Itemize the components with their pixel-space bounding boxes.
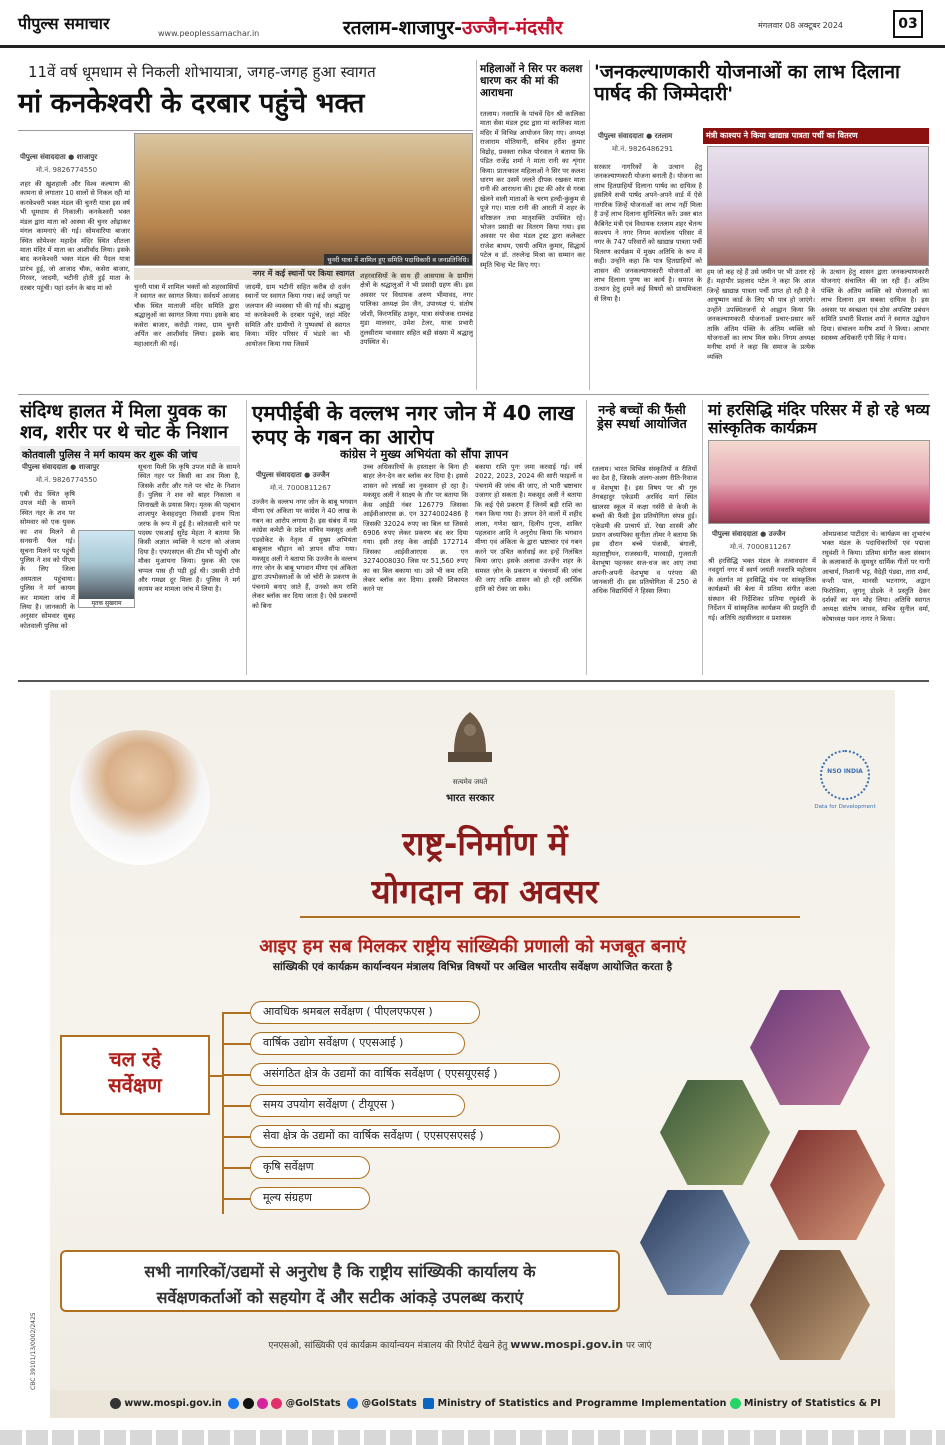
- story3-col3: के उत्थान हेतु शासन द्वारा जनकल्याणकारी योजनाएं संचालित की जा रही हैं। अंतिम पंक्ति के अंतिम व्यक्ति को योजनाओं का लाभ दिलाना हम सबका दायित्व है। इस अवसर पर स्वच्छता एवं ठोस अपशिष्ट प्रबंधन समिति प्रभारी विशाल शर्मा ने स्वागत उद्बोधन दिया। संचालन मनीष शर्मा ने किया। आभार स्वास्थ्य अधिकारी एपी सिंह ने माना।: [821, 268, 929, 342]
- ongoing-label-line1: चल रहे: [108, 1047, 162, 1071]
- connector-line: [222, 1012, 250, 1014]
- story1-kicker: 11वें वर्ष धूमधाम से निकली शोभायात्रा, जगह-जगह हुआ स्वागत: [28, 63, 376, 81]
- story2-body: रतलाम। नवरात्रि के पांचवें दिन श्री कालिका माता सेवा मंडल ट्रस्ट द्वारा मां कालिका माता मंदिर में विभिन्न आयोजन किए गए। अध्यक्ष राजाराम मोतियानी, सचिव हरीश कुमार विद्रोह, प्रवक्ता राकेश पोरवाल ने बताया कि पंडित राजेंद्र शर्मा ने माता रानी का शृंगार किया। प्रातःकाल महिलाओं ने सिर पर कलश धारण कर उसमें जलते दीपक रखकर माता रानी की आराधना की। ट्रस्ट की ओर से गरबा खेलने वाली माताओं के चरण हल्दी-कुंकुम से पूजे गए। माता रानी की आरती में शहर के वरिष्ठजन तथा मातृशक्ति उपस्थित रहे। भोजन प्रसादी का वितरण किया गया। इस अवसर पर सेवा मंडल ट्रस्ट द्वारा कलेक्टर राजेश बाथम, एसपी अमित कुमार, सिद्धार्थ पटेल व डॉ. तरुलेन्द्र मिश्रा का सम्मान कर स्मृति चिन्ह भेंट किए गए।: [480, 110, 585, 269]
- ad-code: CBC 39101/13/0002/2425: [30, 1312, 37, 1390]
- story1-byline: पीपुल्स संवाददाता ● शाजापुर: [20, 153, 98, 161]
- footer-links: [110, 1398, 881, 1409]
- survey-item-asi: वार्षिक उद्योग सर्वेक्षण ( एएसआई ): [250, 1032, 465, 1055]
- story4-mobile: मो.नं. 9826774550: [36, 476, 98, 484]
- story1-col3: जादमी, ग्राम भटीनी सहित करीब दो दर्जन स्थानों पर स्वागत किया गया। कई जगहों पर जलपान की व्यवस्था भी की गई थी। श्रद्धालु मां कनकेश्वरी के दरबार पहुंचे, जहां मंदिर समिति और ग्रामीणों ने पुष्पवर्षा से स्वागत किया। मंदिर परिसर में भंडारे का भी आयोजन किया गया जिसमें: [245, 283, 350, 348]
- footer-ministry[interactable]: Ministry of Statistics and Programme Implementation: [437, 1398, 727, 1409]
- globe-icon: [110, 1398, 121, 1409]
- story4-photo: [78, 530, 135, 608]
- ad-tagline: सांख्यिकी एवं कार्यक्रम कार्यान्वयन मंत्रालय विभिन्न विषयों पर अखिल भारतीय सर्वेक्षण आयोजित करता है: [272, 961, 673, 973]
- divider: [589, 60, 590, 390]
- survey-item-assse: सेवा क्षेत्र के उद्यमों का वार्षिक सर्वेक्षण ( एएसएसएसई ): [250, 1125, 560, 1148]
- story5-mobile: मो.नं. 7000811267: [270, 484, 332, 492]
- story5-byline: पीपुल्स संवाददाता ● उज्जैन: [256, 471, 330, 479]
- story3-col1: सरकार नागरिकों के उत्थान हेतु जनकल्याणकारी योजना बनाती है। योजना का लाभ हितग्राहियों दिलाना पार्षद का दायित्व है इसलिये सभी पार्षद अपने-अपने वार्ड में ऐसे नागरिक जिन्हें योजनाओं का लाभ नहीं मिला है उन्हें लाभ दिलाना सुनिश्चित करें। उक्त बात कैबिनेट मंत्री एवं विधायक रतलाम शहर चेतन्य काश्यप ने नगर निगम कार्यालय परिसर में नगर के 747 परिवारों को खाद्यान्न पात्रता पर्ची वितरण कार्यक्रम में मुख्य अतिथि के रूप में कही। उन्होंने कहा कि पात्र हितग्राहियों को शासन की जनकल्याणकारी योजनाओं का लाभ दिलाना पुण्य का कार्य है। समाज के उत्थान हेतु हमने कई विषयों को प्राथमिकता से लिया है।: [594, 163, 702, 303]
- ad-title-line1: राष्ट्र-निर्माण में: [402, 824, 568, 863]
- survey-item-asuse: असंगठित क्षेत्र के उद्यमों का वार्षिक सर्वेक्षण ( एएसयूएसई ): [250, 1063, 560, 1086]
- divider: [246, 400, 247, 675]
- collage-photo: [750, 1250, 870, 1360]
- story1-mobile: मो.नं. 9826774550: [36, 166, 98, 174]
- story7-mobile: मो.नं. 7000811267: [730, 543, 792, 551]
- instagram-icon[interactable]: [257, 1398, 268, 1409]
- story1-photo: [134, 133, 473, 266]
- story7-photo: [708, 440, 930, 524]
- survey-item-plfs: आवधिक श्रमबल सर्वेक्षण ( पीएलएफएस ): [250, 1001, 480, 1024]
- divider: [586, 400, 587, 675]
- edition-title-part1: रतलाम-शाजापुर-: [343, 17, 462, 39]
- survey-item-tus: समय उपयोग सर्वेक्षण ( टीयूएस ): [250, 1094, 465, 1117]
- story6-body: रतलाम। भारत विभिन्न संस्कृतियों व रीतियों का देश है, जिसके अलग-अलग रीति-रिवाज व वेशभूषा है। इस विषय पर श्री गुरु तेगबहादुर एकेडमी अरविंद मार्ग स्थित खालसा स्कूल में कक्षा नर्सरी से केजी के बच्चों की फैंसी ड्रेस प्रतियोगिता संपन्न हुई। एकेडमी की प्राचार्य डॉ. रेखा शास्त्री और प्रधान अध्यापिका सुनीता तोमर ने बताया कि इस दौरान बच्चे पंजाबी, बंगाली, महाराष्ट्रीयन, राजस्थानी, मारवाड़ी, गुजराती वेशभूषा पहनकर सज-धज कर आए तथा अपनी-अपनी वेशभूषा व परंपरा की जानकारी दी। इस प्रतियोगिता में 250 से अधिक विद्यार्थियों ने हिस्सा लिया।: [592, 465, 697, 596]
- nso-logo-icon: [820, 750, 870, 800]
- divider: [476, 60, 477, 390]
- appeal-line2: सर्वेक्षणकर्ताओं को सहयोग दें और सटीक आंकड़े उपलब्ध कराएं: [156, 1288, 524, 1307]
- story5-col2: उच्च अधिकारियों के हस्ताक्षर के बिना ही बाहर लेन-देन कर ब्लॉक कर दिया है। इससे शासन को लाखों का नुकसान हो रहा है। मकसूद अली ने साक्ष्य के तौर पर बताया कि केस आईडी नंबर 126779 जिसका आईवीआरएस क्र. एन 3274002486 है जिसकी 32024 रुपए का बिल था जिससे 6906 रुपए लेकर प्रकरण बंद कर दिया गया। इसी तरह केस आईडी 172714 जिसका आईवीआरएस क्र. एन 3274008030 जिस पर 51,560 रुपए का का बिल बकाया था। उसे भी कम राशि लेकर ब्लॉक कर दिया। इसकी शिकायत करने पर: [363, 463, 468, 594]
- ad-footer: [50, 1390, 895, 1418]
- story1-headline: मां कनकेश्वरी के दरबार पहुंचे भक्त: [18, 88, 365, 119]
- nso-logo-label: NSO INDIA: [827, 768, 863, 775]
- facebook-icon[interactable]: [347, 1398, 358, 1409]
- story4-col1: एबी रोड स्थित कृषि उपज मंडी के सामने स्थित नहर के शव पर सोमवार को एक युवक का शव मिलने से सनसनी फैल गई। सूचना मिलने पर पहुंची पुलिस ने शव को पीएम के लिए जिला अस्पताल पहुंचाया। पुलिस ने मर्ग कायम कर मामला जांच में लिया है। जानकारी के अनुसार सोमवार सुबह कोतवाली पुलिस को: [20, 490, 75, 630]
- divider: [18, 680, 929, 682]
- story7-byline: पीपुल्स संवाददाता ● उज्जैन: [712, 530, 786, 538]
- divider: [18, 394, 929, 395]
- story3-strap: मंत्री काश्यप ने किया खाद्यान्न पात्रता पर्ची का वितरण: [703, 128, 929, 144]
- collage-photo: [750, 990, 870, 1105]
- govt-advertisement: [50, 690, 895, 1390]
- connector-line: [222, 1105, 250, 1107]
- story1-photo-caption: चुनरी यात्रा में शामिल हुए समिति पदाधिकारी व जनप्रतिनिधि।: [324, 254, 472, 265]
- appeal-line1: सभी नागरिकों/उद्यमों से अनुरोध है कि राष्ट्रीय सांख्यिकी कार्यालय के: [144, 1262, 536, 1281]
- connector-line: [222, 1074, 250, 1076]
- print-registration-strip: [0, 1430, 945, 1445]
- story4-byline: पीपुल्स संवाददाता ● शाजापुर: [22, 463, 100, 471]
- footer-handle1[interactable]: @GolStats: [285, 1398, 341, 1409]
- ongoing-surveys-box: [60, 1035, 210, 1115]
- collage-photo: [770, 1130, 885, 1240]
- appeal-box: [60, 1250, 620, 1312]
- masthead: [0, 0, 945, 48]
- story1-col1: शहर की खुशहाली और विश्व कल्याण की कामना से लगातार 10 सालों से निकल रही मां कनकेश्वरी भक्त मंडल की चुनरी यात्रा इस वर्ष भी धूमधाम से निकाली। कनकेश्वरी भक्त मंडल द्वारा माता को आस्था की चुनर ओढ़ाकर मंगल कामनाएं की गई। सोमवारिया बाजार स्थित सोमेश्वर महादेव मंदिर स्थित शीतला माता मंदिर में माता का आशीर्वाद लिया। इसके बाद कनकेश्वरी भक्त मंडल की पैदल यात्रा प्रारंभ हुई, जो आजाद चौक, कसेरा बाजार, गिरवर, जादमी, भटीनी होती हुई माता के दरबार पहुंची। यहां दर्शन के बाद मां को: [20, 180, 130, 292]
- whatsapp-icon[interactable]: [730, 1398, 741, 1409]
- connector-line: [222, 1198, 250, 1200]
- website-url: www.peoplessamachar.in: [158, 29, 260, 38]
- youtube-icon[interactable]: [271, 1398, 282, 1409]
- story5-col3: बकाया राशि पुनः जमा करवाई गई। वर्ष 2022, 2023, 2024 की सारी फाइलों व पंचनामे की जांच की जाए, तो भारी भ्रष्टाचार उजागर हो सकता है। मकसूद अली ने बताया कि कई ऐसे प्रकरण हैं जिनमें बड़ी राशि का गबन किया गया है। ज्ञापन देने वालों में शहीद लाला, गणेश खान, दिलीप गुप्ता, शाकिर पहलवान आदि ने अनुरोध किया कि भगवान मीणा एवं अंकिता के द्वारा भ्रष्टाचार एवं गबन करने पर उचित कार्रवाई कर इन्हें निलंबित किया जाए। इसके अलावा उज्जैन शहर के समस्त ज़ोन के प्रकरण व पंचनामों की जांच की जाए ताकि शासन को हो रही आर्थिक हानि को रोका जा सके।: [475, 463, 582, 594]
- story5-headline: एमपीईबी के वल्लभ नगर जोन में 40 लाख रुपए के गबन का आरोप: [252, 401, 575, 449]
- story7-headline: मां हरसिद्धि मंदिर परिसर में हो रहे भव्य सांस्कृतिक कार्यक्रम: [708, 401, 930, 437]
- story5-col1: उज्जैन के वल्लभ नगर जोन के बाबू भगवान मीणा एवं अंकिता पर कांग्रेस ने 40 लाख के गबन का आरोप लगाया है। इस संबंध में मप्र कांग्रेस कमेटी के प्रदेश सचिव मकसूद अली एडवोकेट के नेतृत्व में मुख्य अभियंता बाबूलाल चौहान को ज्ञापन सौंपा गया। मकसूद अली ने बताया कि उज्जैन के वल्लभ नगर जोन के बाबू भगवान मीणा एवं अंकिता द्वारा उपभोक्ताओं के जो चोरी के प्रकरण के पंचनामे बनाए जाते हैं, उनको कम राशि लेकर ब्लॉक कर दिया जाता है। ऐसे प्रकरणों को बिना: [252, 498, 357, 610]
- footer-site[interactable]: www.mospi.gov.in: [124, 1398, 222, 1409]
- x-icon[interactable]: [243, 1398, 254, 1409]
- nso-tagline: Data for Development: [814, 804, 876, 810]
- divider: [18, 130, 473, 131]
- story1-col4: शहरवासियों के साथ ही आसपास के ग्रामीण क्षेत्रों के श्रद्धालुओं ने भी प्रसादी ग्रहण की। इस अवसर पर विधायक अरुण भीमावद, नगर पालिका अध्यक्ष प्रेम जैन, उपाध्यक्ष पं. संतोष जोशी, किरणसिंह ठाकुर, यात्रा संयोजक रामचंद्र मुडा मालवार, उमेश टेलर, यात्रा प्रभारी तुलसीराम भावसार सहित बड़ी संख्या में श्रद्धालु उपस्थित थे।: [360, 272, 473, 346]
- story4-col2: सूचना मिली कि कृषि उपज मंडी के सामने स्थित नहर पर किसी का शव मिला है, जिसके शरीर और गले पर चोट के निशान हैं। पुलिस ने शव को बाहर निकाला व शिनाख्ती के प्रयास किए। मृतक की पहचान शाजापुर केसहदपुरा निवासी इनाम पिता जरफ के रूप में हुई है। कोतवाली थाने पर पदस्थ एसआई सुरेंद्र मेहता ने बताया कि किसी अज्ञात व्यक्ति ने घटना को अंजाम दिया है। एफएसएल की टीम भी पहुंची और मौका मुआयना किया। युवक की एक चप्पल पास ही पड़ी हुई थी। उसकी टोपी और गमछा दूर मिला है। पुलिस ने मर्ग कायम कर मामला जांच में लिया है।: [138, 463, 240, 594]
- story7-col2: ओमप्रकाश पाटीदार थे। कार्यक्रम का शुभारंभ भक्त मंडल के पदाधिकारियों एवं पद्मजा रघुवंशी ने किया। प्रतिमा संगीत कला संस्थान के कलाकारों के सुमधुर धार्मिक गीतों पर गागी आचार्य, निशानी भट्ट, वैदेही पंड्या, तारा शर्मा, वन्शी पाल, मानसी भटनागर, अद्वान फिरोजिया, जुगनू डोडके ने प्रस्तुति देकर दर्शकों का मन मोह लिया। अतिथि स्वागत अध्यक्ष संतोष जाधव, सचिव सुनील वर्मा, कोषाध्यक्ष पवन नागर ने किया।: [822, 530, 930, 623]
- story7-col1: श्री हरसिद्धि भक्त मंडल के तत्वावधान में नवदुर्गा नगर में स्वर्ण जयंती नवरात्रि महोत्सव के अंतर्गत मां हरसिद्धि मंच पर सांस्कृतिक कार्यक्रमों की बेला में प्रतिमा संगीत कला संस्थान की निर्देशिका प्रतिमा रघुवंशी के निर्देशन में सांस्कृतिक कार्यक्रम की प्रस्तुति दी गई। अतिथि तहसीलदार व प्रशासक: [708, 557, 816, 622]
- emblem-motto: सत्यमेव जयते: [452, 778, 488, 786]
- publish-date: मंगलवार 08 अक्टूबर 2024: [758, 21, 844, 30]
- page-number: 03: [893, 10, 923, 38]
- linkedin-icon[interactable]: [423, 1398, 434, 1409]
- newspaper-logo: पीपुल्स समाचार: [18, 14, 110, 33]
- reports-line: [210, 1338, 710, 1351]
- story1-subhead: नगर में कई स्थानों पर किया स्वागत: [134, 268, 473, 280]
- collage-photo: [660, 1080, 770, 1185]
- story4-strap: कोतवाली पुलिस ने मर्ग कायम कर शुरू की जांच: [20, 446, 240, 462]
- story3-mobile: मो.नं. 9826486291: [612, 145, 674, 153]
- collage-photo: [640, 1190, 750, 1295]
- ongoing-label-line2: सर्वेक्षण: [108, 1073, 162, 1097]
- connector-line: [222, 1167, 250, 1169]
- national-emblem-icon: [440, 702, 500, 774]
- story6-headline: नन्हे बच्चों की फैंसी ड्रेस स्पर्धा आयोजित: [597, 402, 687, 432]
- connector-line: [222, 1043, 250, 1045]
- footer-ministry2[interactable]: Ministry of Statistics & PI: [744, 1398, 881, 1409]
- story3-col2: हम जो कह रहे हैं उसे जमीन पर भी उतार रहे हैं। महापौर प्रहलाद पटेल ने कहा कि आज जिन्हें खाद्यान्न पात्रता पर्ची प्राप्त हो रही है वे आयुष्मान कार्ड के लिए भी पात्र हो जाएंगे। उन्होंने उपस्थितजनों से आह्वान किया कि जनकल्याणकारी योजनाओं प्रचार-प्रसार करें ताकि अंतिम पंक्ति के अंतिम व्यक्ति को योजनाओं का लाभ मिल सके। निगम अध्यक्ष मनीषा शर्मा ने कहा कि समाज के प्रत्येक व्यक्ति: [707, 268, 815, 361]
- connector-line: [222, 1136, 250, 1138]
- survey-item-price: मूल्य संग्रहण: [250, 1187, 370, 1210]
- leader-portrait: [70, 730, 210, 865]
- govt-label: भारत सरकार: [445, 793, 495, 804]
- reports-prefix: एनएसओ, सांख्यिकी एवं कार्यक्रम कार्यान्वयन मंत्रालय की रिपोर्ट देखने हेतु: [268, 1341, 508, 1351]
- story3-byline: पीपुल्स संवाददाता ● रतलाम: [598, 132, 673, 140]
- connector-line: [210, 1075, 222, 1077]
- story5-strap: कांग्रेस ने मुख्य अभियंता को सौंपा ज्ञापन: [340, 447, 509, 461]
- ad-subtitle: आइए हम सब मिलकर राष्ट्रीय सांख्यिकी प्रणाली को मजबूत बनाएं: [259, 936, 686, 957]
- divider: [702, 400, 703, 675]
- survey-item-agri: कृषि सर्वेक्षण: [250, 1156, 370, 1179]
- reports-suffix: पर जाएं: [626, 1341, 652, 1351]
- divider: [300, 916, 800, 918]
- story4-photo-caption: मृतक सुखराम: [79, 599, 134, 607]
- footer-handle2[interactable]: @GolStats: [361, 1398, 417, 1409]
- story4-headline: संदिग्ध हालत में मिला युवक का शव, शरीर पर थे चोट के निशान: [20, 401, 228, 443]
- story3-headline: 'जनकल्याणकारी योजनाओं का लाभ दिलाना पार्षद की जिम्मेदारी': [594, 61, 900, 105]
- story1-col2: चुनरी यात्रा में शामिल भक्तों को शहरवासियों ने स्वागत कर स्वागत किया। सर्वधर्म आजाद चौक स्थित माताजी मंदिर समिति द्वारा श्रद्धालुओं का स्वागत किया गया। इसके बाद कसेरा बाजार, करोड़ी नाका, ग्राम चुनरी अर्पित कर आशीर्वाद लिया। इसके बाद महाआरती की गई।: [134, 283, 239, 348]
- edition-title-part2: उज्जैन-मंदसौर: [461, 17, 563, 39]
- reports-url[interactable]: www.mospi.gov.in: [510, 1338, 624, 1351]
- story3-photo: [707, 146, 929, 266]
- facebook-icon[interactable]: [228, 1398, 239, 1409]
- ad-title-line2: योगदान का अवसर: [371, 872, 599, 911]
- edition-title: [343, 14, 563, 40]
- story2-headline: महिलाओं ने सिर पर कलश धारण कर की मां की आराधना: [480, 63, 583, 100]
